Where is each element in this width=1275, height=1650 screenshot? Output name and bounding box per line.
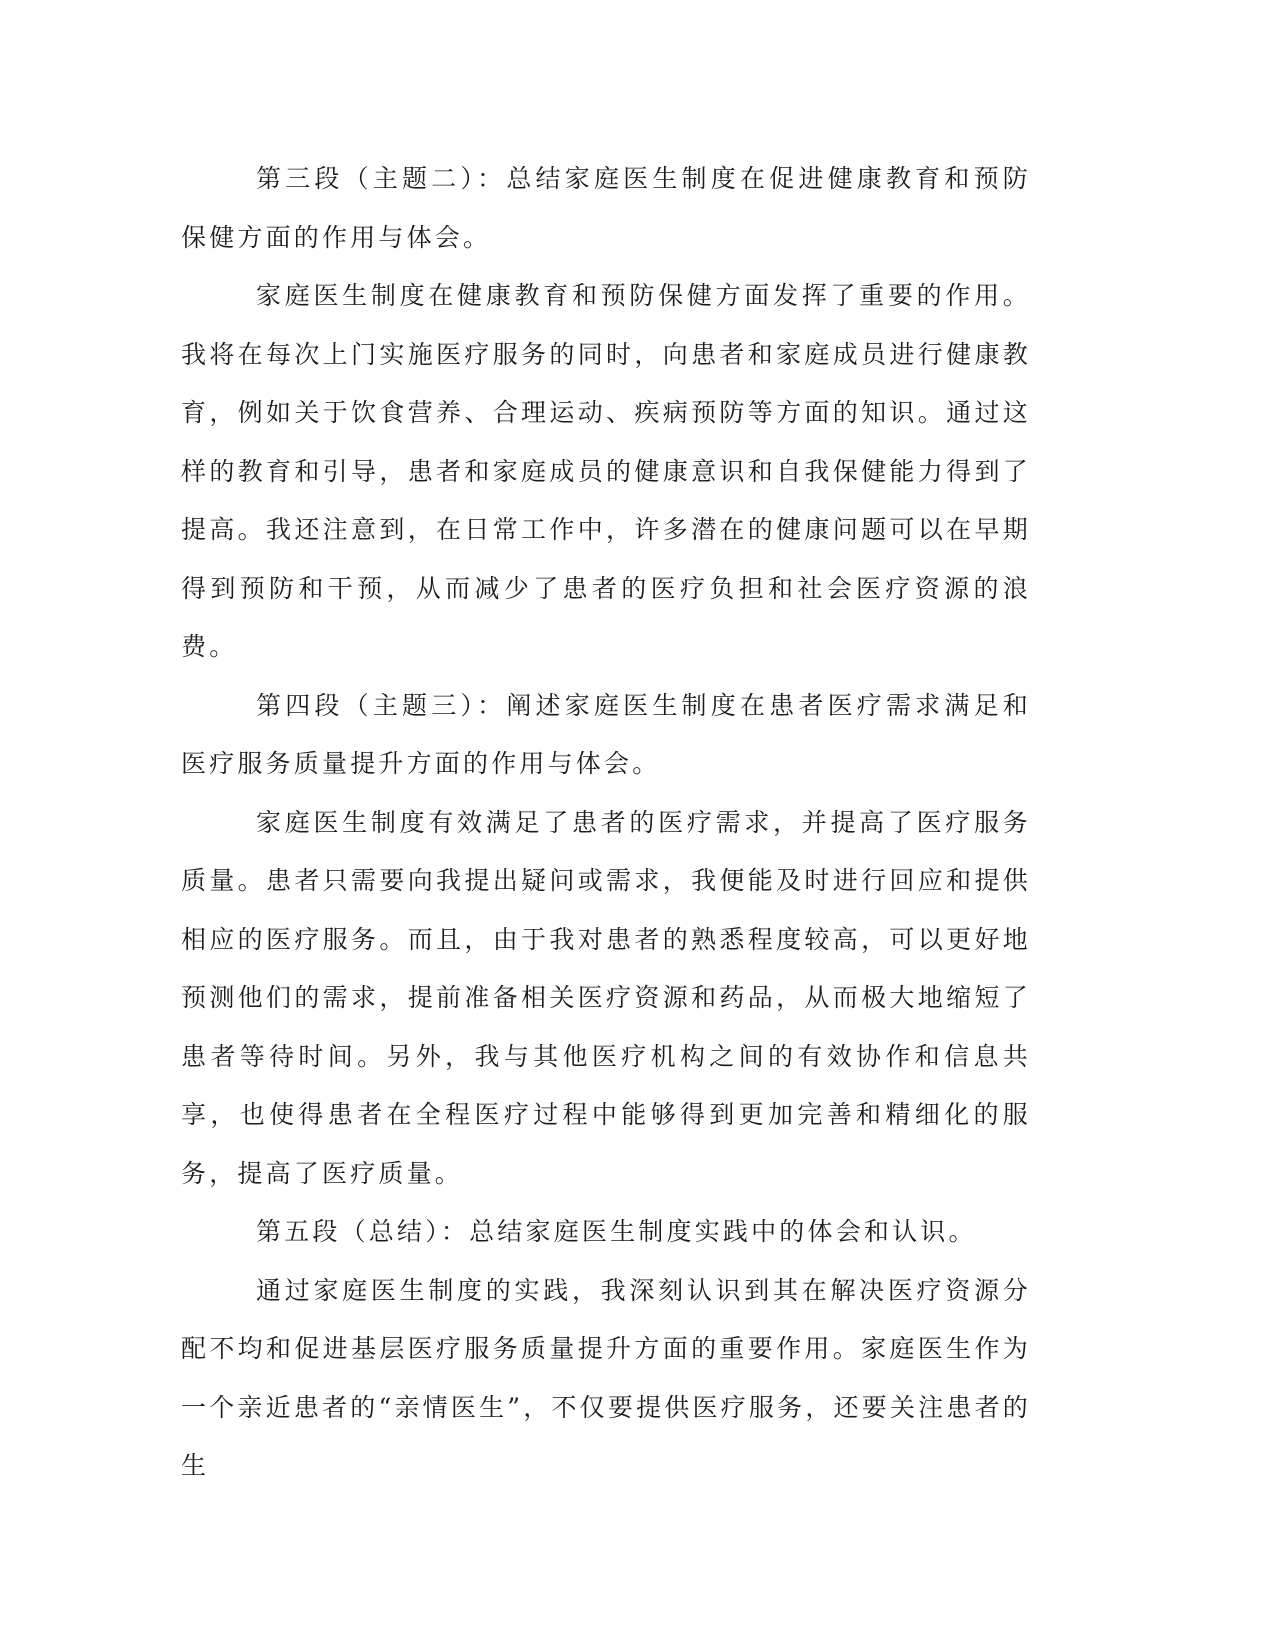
section-four-heading: 第四段（主题三）：阐述家庭医生制度在患者医疗需求满足和医疗服务质量提升方面的作用与体会。	[181, 690, 1031, 778]
section-three-body: 家庭医生制度在健康教育和预防保健方面发挥了重要的作用。我将在每次上门实施医疗服务的同时，向患者和家庭成员进行健康教育，例如关于饮食营养、合理运动、疾病预防等方面的知识。通过这样的教育和引导，患者和家庭成员的健康意识和自我保健能力得到了提高。我还注意到，在日常工作中，许多潜在的健康问题可以在早期得到预防和干预，从而减少了患者的医疗负担和社会医疗资源的浪费。	[181, 281, 1031, 661]
document-body	[181, 150, 1031, 1496]
section-three-heading: 第三段（主题二）：总结家庭医生制度在促进健康教育和预防保健方面的作用与体会。	[181, 164, 1031, 252]
section-five-heading: 第五段（总结）：总结家庭医生制度实践中的体会和认识。	[256, 1217, 977, 1246]
section-four-body: 家庭医生制度有效满足了患者的医疗需求，并提高了医疗服务质量。患者只需要向我提出疑问或需求，我便能及时进行回应和提供相应的医疗服务。而且，由于我对患者的熟悉程度较高，可以更好地预测他们的需求，提前准备相关医疗资源和药品，从而极大地缩短了患者等待时间。另外，我与其他医疗机构之间的有效协作和信息共享，也使得患者在全程医疗过程中能够得到更加完善和精细化的服务，提高了医疗质量。	[181, 807, 1031, 1188]
section-five-body: 通过家庭医生制度的实践，我深刻认识到其在解决医疗资源分配不均和促进基层医疗服务质量提升方面的重要作用。家庭医生作为一个亲近患者的“亲情医生”，不仅要提供医疗服务，还要关注患者的生	[181, 1275, 1031, 1480]
